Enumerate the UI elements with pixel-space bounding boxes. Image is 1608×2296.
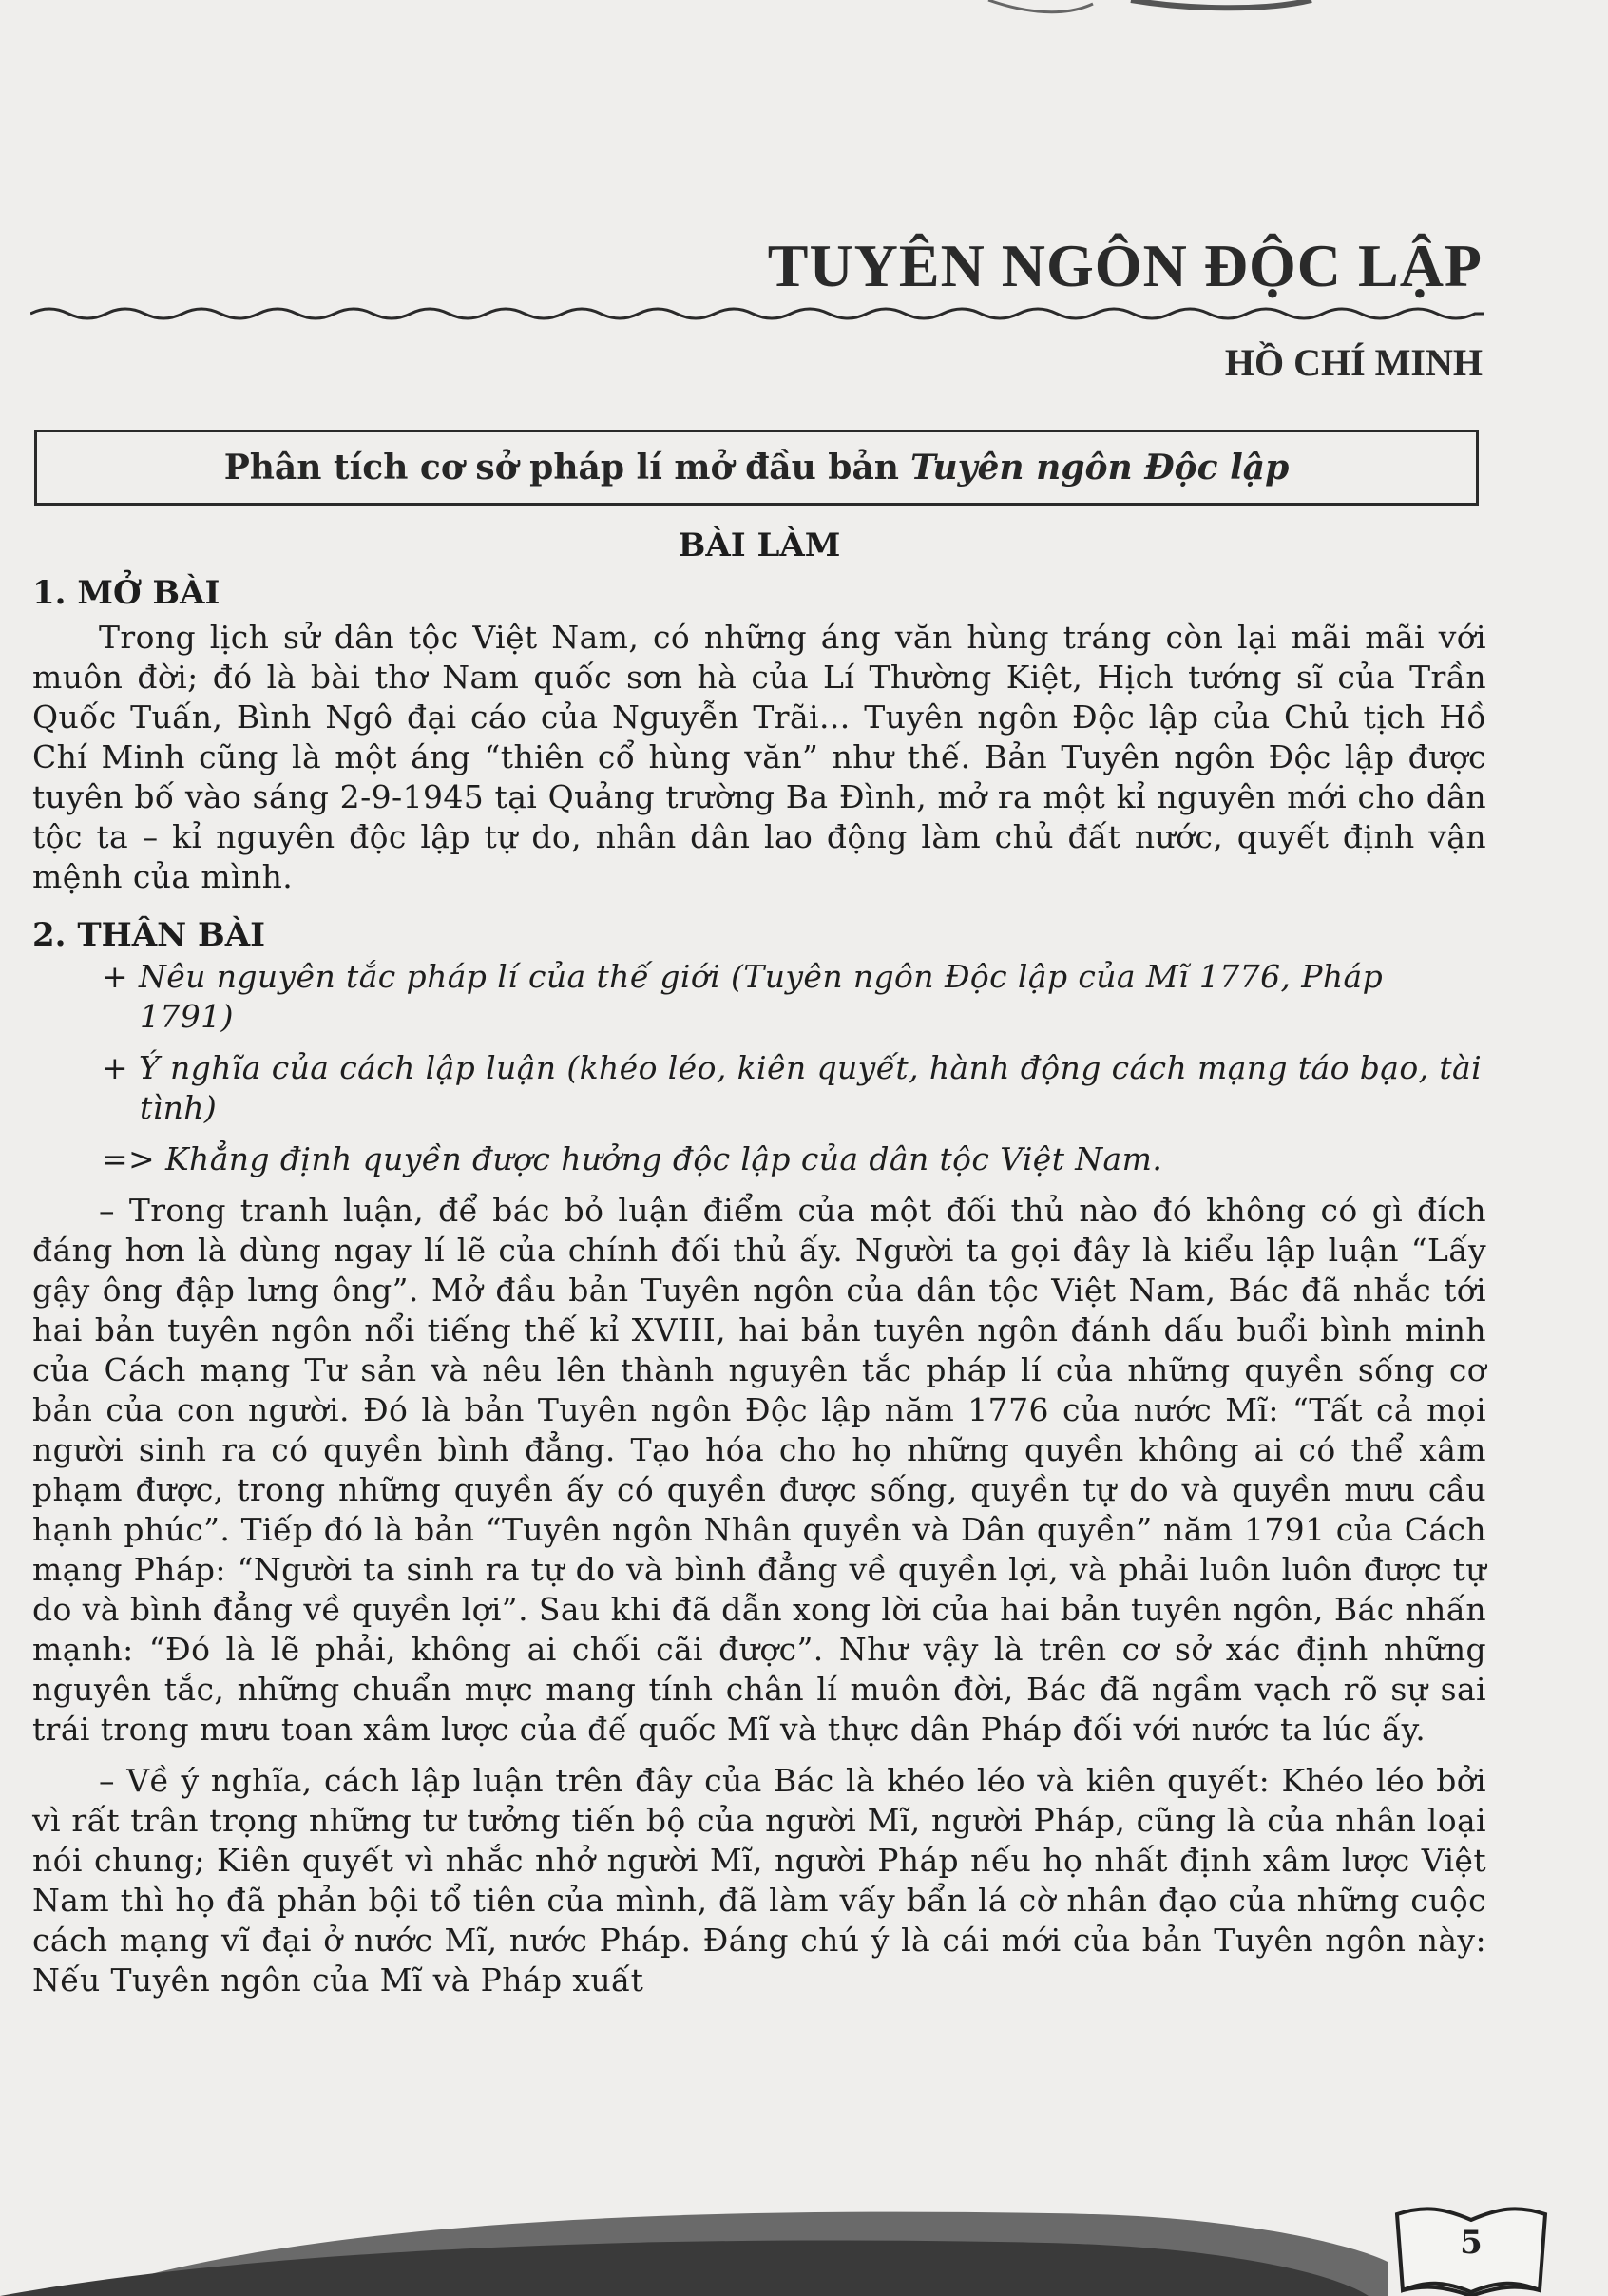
top-decoration: [0, 0, 1608, 29]
author-name: HỒ CHÍ MINH: [1224, 341, 1483, 384]
body-paragraph: – Về ý nghĩa, cách lập luận trên đây của Bác là khéo léo và kiên quyết: Khéo léo bởi vì rất trân trọng những tư tưởng tiến bộ của người Mĩ, người Pháp, cũng là của nhân loại nói chung; Kiên quyết vì nhắc nhở người Mĩ, người Pháp nếu họ nhất định xâm lược Việt Nam thì họ đã phản bội tổ tiên của mình, đã làm vấy bẩn lá cờ nhân đạo của những cuộc cách mạng vĩ đại ở nước Mĩ, nước Pháp. Đáng chú ý là cái mới của bản Tuyên ngôn này: Nếu Tuyên ngôn của Mĩ và Pháp xuất: [32, 1761, 1486, 1999]
intro-heading: 1. MỞ BÀI: [32, 574, 220, 613]
page-number: 5: [1460, 2224, 1483, 2262]
outline-item: + Nêu nguyên tắc pháp lí của thế giới (Tuyên ngôn Độc lập của Mĩ 1776, Pháp 1791): [102, 957, 1384, 1035]
topic-box: [34, 430, 1479, 506]
body-paragraph: – Trong tranh luận, để bác bỏ luận điểm của một đối thủ nào đó không có gì đích đáng hơn là dùng ngay lí lẽ của chính đối thủ ấy. Người ta gọi đây là kiểu lập luận “Lấy gậy ông đập lưng ông”. Mở đầu bản Tuyên ngôn của dân tộc Việt Nam, Bác đã nhắc tới hai bản tuyên ngôn nổi tiếng thế kỉ XVIII, hai bản tuyên ngôn đánh dấu buổi bình minh của Cách mạng Tư sản và nêu lên thành nguyên tắc pháp lí của những quyền sống cơ bản của con người. Đó là bản Tuyên ngôn Độc lập năm 1776 của nước Mĩ: “Tất cả mọi người sinh ra có quyền bình đẳng. Tạo hóa cho họ những quyền không ai có thể xâm phạm được, trong những quyền ấy có quyền được sống, quyền tự do và quyền mưu cầu hạnh phúc”. Tiếp đó là bản “Tuyên ngôn Nhân quyền và Dân quyền” năm 1791 của Cách mạng Pháp: “Người ta sinh ra tự do và bình đẳng về quyền lợi, và phải luôn luôn được tự do và bình đẳng về quyền lợi”. Sau khi đã dẫn xong lời của hai bản tuyên ngôn, Bác nhấn mạnh: “Đó là lẽ phải, không ai chối cãi được”. Như vậy là trên cơ sở xác định những nguyên tắc, những chuẩn mực mang tính chân lí muôn đời, Bác đã ngầm vạch rõ sự sai trái trong mưu toan xâm lược của đế quốc Mĩ và thực dân Pháp đối với nước ta lúc ấy.: [32, 1191, 1486, 1748]
topic-prefix: Phân tích cơ sở pháp lí mở đầu bản: [223, 448, 899, 488]
outline-conclusion: => Khẳng định quyền được hưởng độc lập của dân tộc Việt Nam.: [102, 1139, 1163, 1177]
intro-paragraph: Trong lịch sử dân tộc Việt Nam, có những áng văn hùng tráng còn lại mãi mãi với muôn đời; đó là bài thơ Nam quốc sơn hà của Lí Thường Kiệt, Hịch tướng sĩ của Trần Quốc Tuấn, Bình Ngô đại cáo của Nguyễn Trãi... Tuyên ngôn Độc lập của Chủ tịch Hồ Chí Minh cũng là một áng “thiên cổ hùng văn” như thế. Bản Tuyên ngôn Độc lập được tuyên bố vào sáng 2-9-1945 tại Quảng trường Ba Đình, mở ra một kỉ nguyên mới cho dân tộc ta – kỉ nguyên độc lập tự do, nhân dân lao động làm chủ đất nước, quyết định vận mệnh của mình.: [32, 619, 1486, 896]
footer-decoration: [0, 2186, 1608, 2296]
wavy-divider: [30, 302, 1484, 325]
essay-heading: BÀI LÀM: [678, 526, 841, 564]
body-heading: 2. THÂN BÀI: [32, 916, 266, 955]
outline-item: + Ý nghĩa của cách lập luận (khéo léo, kiên quyết, hành động cách mạng táo bạo, tài tình): [102, 1048, 1483, 1126]
page-title: TUYÊN NGÔN ĐỘC LẬP: [767, 232, 1483, 299]
essay-body: [32, 525, 1486, 2000]
topic-italic: Tuyên ngôn Độc lập: [909, 448, 1290, 488]
